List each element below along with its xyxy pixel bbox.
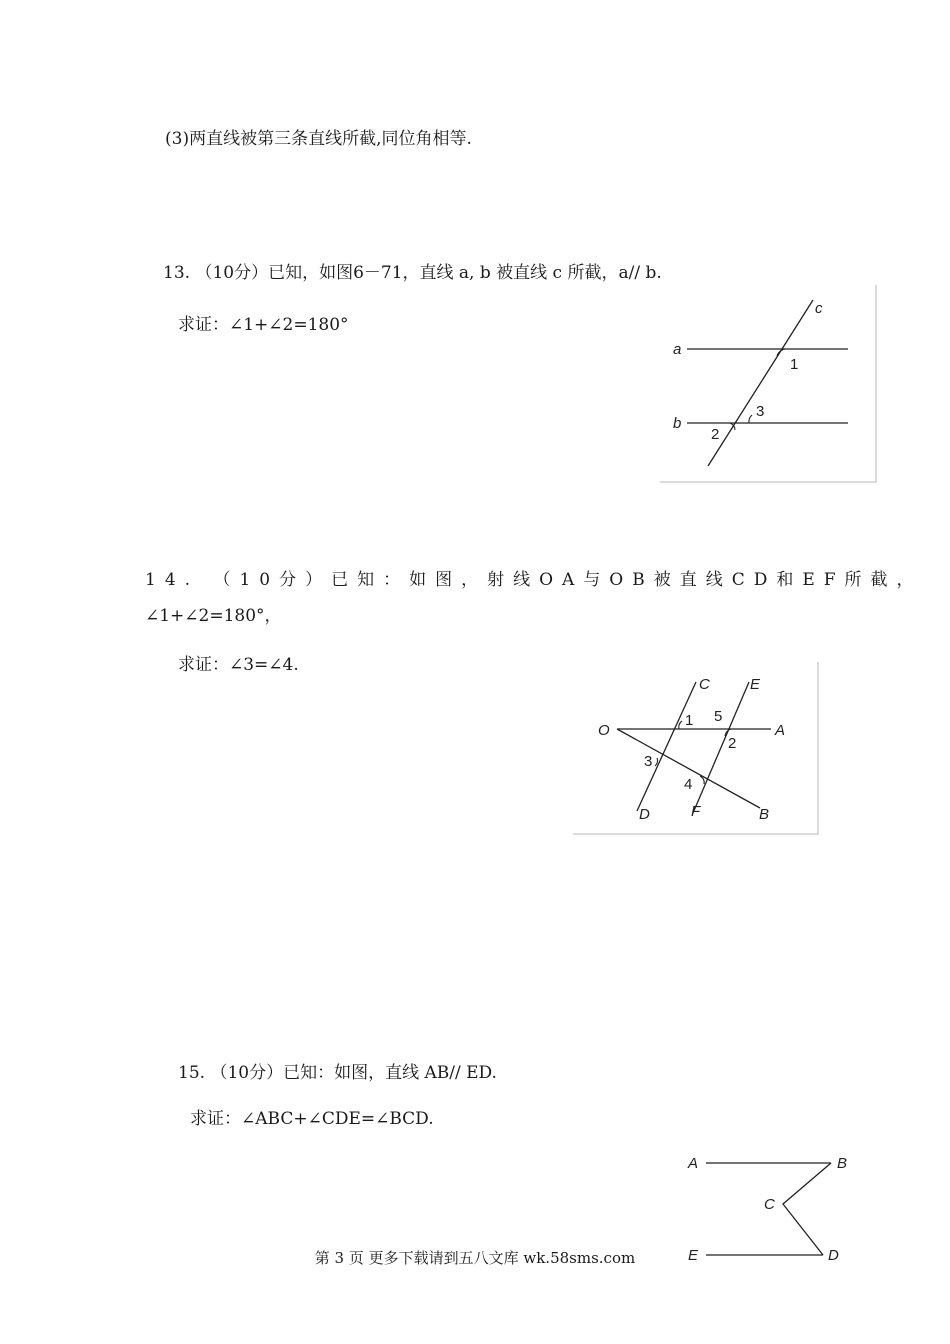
q14-label-D: D <box>639 806 650 823</box>
q14-label-2: 2 <box>728 735 737 752</box>
q14-label-A: A <box>775 722 786 739</box>
item-3-text: (3)两直线被第三条直线所截,同位角相等. <box>165 129 472 149</box>
q13-angle-3-arc <box>749 415 752 423</box>
q14-label-5: 5 <box>714 708 723 725</box>
q14-label-O: O <box>598 722 610 739</box>
q13-label-3: 3 <box>756 403 765 420</box>
q13-label-b: b <box>673 415 682 432</box>
q13-label-1: 1 <box>790 356 799 373</box>
q14-angle-3-arc <box>655 758 658 766</box>
q13-statement: 13. （10分）已知，如图6－71，直线 a, b 被直线 c 所截，a// b. <box>163 263 662 283</box>
q15-label-E: E <box>688 1247 699 1264</box>
q15-label-C: C <box>764 1196 775 1213</box>
q14-label-B: B <box>759 806 770 823</box>
q14-statement-line1: 14. （10分）已知：如图，射线OA与OB被直线CD和EF所截， <box>145 570 923 590</box>
q15-prove: 求证：∠ABC+∠CDE=∠BCD. <box>190 1109 434 1129</box>
q14-label-C: C <box>699 676 710 693</box>
q13-figure <box>660 285 880 485</box>
q15-label-D: D <box>828 1247 839 1264</box>
q13-label-2: 2 <box>711 426 720 443</box>
q14-statement-line2: ∠1+∠2=180°， <box>145 606 282 626</box>
q13-prove: 求证：∠1+∠2=180° <box>178 315 349 335</box>
q14-label-E: E <box>750 676 761 693</box>
q15-statement: 15. （10分）已知：如图，直线 AB// ED. <box>178 1063 497 1083</box>
q15-polyline-BCD <box>783 1163 831 1255</box>
q14-label-4: 4 <box>684 776 693 793</box>
q14-ray-OB <box>617 729 760 808</box>
q14-label-1: 1 <box>685 712 694 729</box>
page-footer: 第 3 页 更多下载请到五八文库 wk.58sms.com <box>314 1249 636 1267</box>
q14-figure <box>573 662 823 837</box>
q15-label-A: A <box>688 1155 699 1172</box>
q13-figure-frame <box>660 285 876 482</box>
q13-label-a: a <box>673 341 682 358</box>
q14-angle-1-arc <box>679 721 682 729</box>
q14-line-EF <box>693 682 749 813</box>
q14-label-F: F <box>691 803 701 820</box>
q14-prove: 求证：∠3=∠4. <box>178 655 299 675</box>
q13-line-c <box>708 300 813 466</box>
q14-label-3: 3 <box>644 753 653 770</box>
q15-label-B: B <box>837 1155 848 1172</box>
q13-label-c: c <box>815 300 823 317</box>
